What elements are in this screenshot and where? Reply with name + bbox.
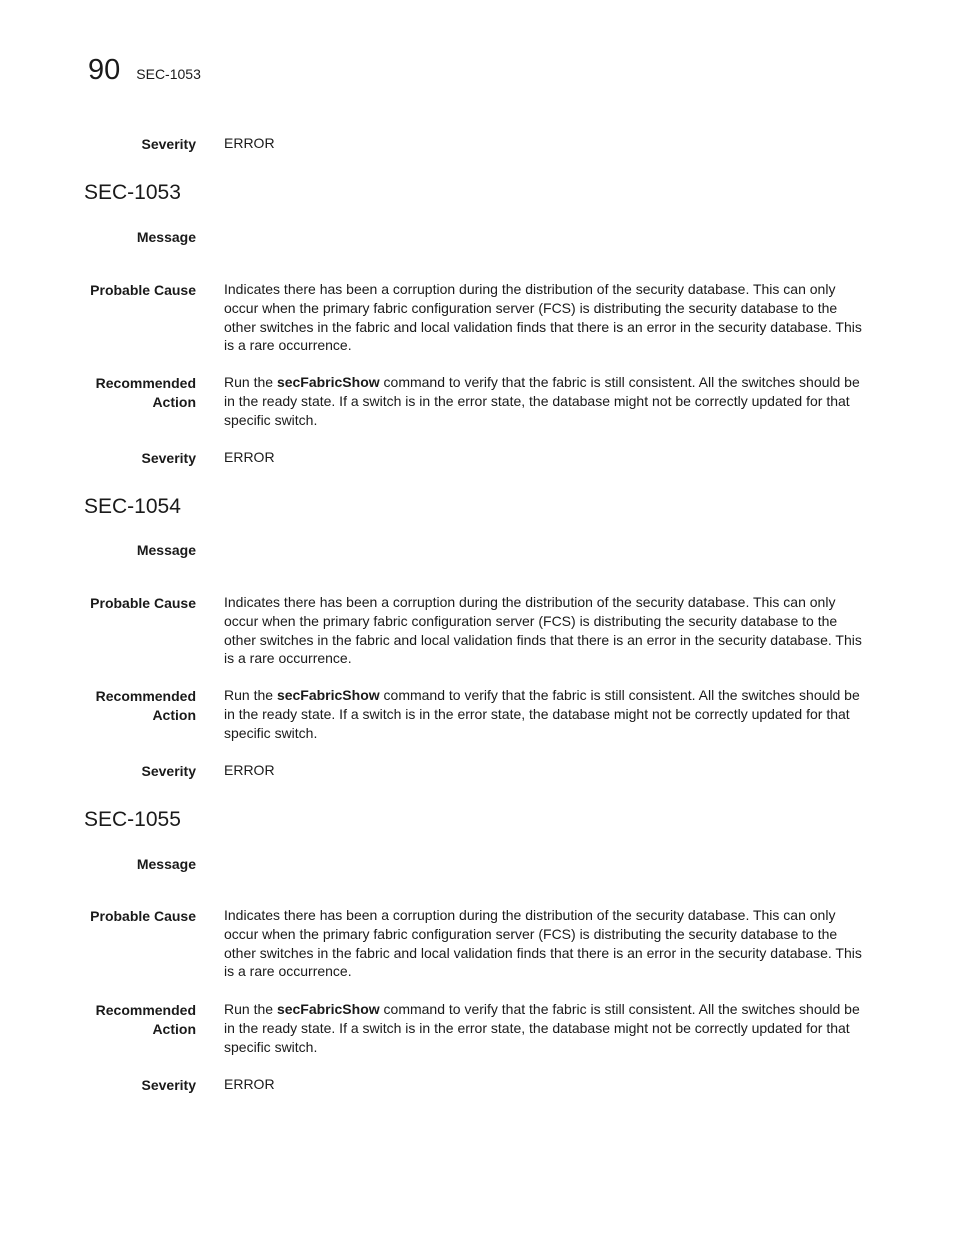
action-text-post: command to verify that the fabric is still consistent. All the switches should be in the ready state. If a switch is in the error state, the database might not be correctly updated for that specific switch.: [224, 1001, 860, 1055]
probable-cause-label: Probable Cause: [90, 282, 196, 298]
severity-label: Severity: [141, 763, 196, 779]
message-label: Message: [136, 229, 196, 245]
section-title: SEC-1054: [84, 495, 181, 518]
recommended-action-label-line2: Action: [152, 393, 196, 410]
recommended-action-label-line1: Recommended: [95, 688, 196, 704]
command-name: secFabricShow: [276, 687, 380, 703]
severity-label: Severity: [141, 450, 196, 466]
recommended-action-label: [66, 687, 196, 725]
running-title: SEC-1053: [136, 66, 201, 82]
section-title: SEC-1055: [84, 808, 181, 831]
recommended-action-text: [224, 1000, 870, 1056]
action-text-post: command to verify that the fabric is still consistent. All the switches should be in the ready state. If a switch is in the error state, the database might not be correctly updated for that specific switch.: [224, 687, 860, 741]
command-name: secFabricShow: [276, 374, 380, 390]
probable-cause-text: Indicates there has been a corruption during the distribution of the security database. This can only occur when the primary fabric configuration server (FCS) is distributing the security database to the other switches in the fabric and local validation finds that there is an error in the security database. This is a rare occurrence.: [224, 594, 862, 667]
severity-value: ERROR: [224, 1076, 275, 1092]
recommended-action-text: [224, 686, 870, 742]
message-label: Message: [136, 542, 196, 558]
message-label: Message: [136, 856, 196, 872]
severity-label: Severity: [141, 136, 196, 152]
recommended-action-label-line2: Action: [152, 706, 196, 723]
action-text-post: command to verify that the fabric is still consistent. All the switches should be in the ready state. If a switch is in the error state, the database might not be correctly updated for that specific switch.: [224, 374, 860, 428]
page-header: [88, 52, 201, 88]
page-number: 90: [88, 54, 121, 86]
command-name: secFabricShow: [276, 1001, 380, 1017]
recommended-action-text: [224, 373, 870, 429]
probable-cause-label: Probable Cause: [90, 908, 196, 924]
severity-value: ERROR: [224, 449, 275, 465]
recommended-action-label: [66, 1001, 196, 1039]
recommended-action-label: [66, 374, 196, 412]
action-text-pre: Run the: [224, 687, 277, 703]
probable-cause-label: Probable Cause: [90, 595, 196, 611]
recommended-action-label-line2: Action: [152, 1020, 196, 1037]
severity-value: ERROR: [224, 762, 275, 778]
probable-cause-text: Indicates there has been a corruption during the distribution of the security database. This can only occur when the primary fabric configuration server (FCS) is distributing the security database to the other switches in the fabric and local validation finds that there is an error in the security database. This is a rare occurrence.: [224, 907, 862, 980]
recommended-action-label-line1: Recommended: [95, 375, 196, 391]
recommended-action-label-line1: Recommended: [95, 1002, 196, 1018]
action-text-pre: Run the: [224, 1001, 277, 1017]
severity-label: Severity: [141, 1077, 196, 1093]
severity-value: ERROR: [224, 135, 275, 151]
action-text-pre: Run the: [224, 374, 277, 390]
probable-cause-text: Indicates there has been a corruption during the distribution of the security database. This can only occur when the primary fabric configuration server (FCS) is distributing the security database to the other switches in the fabric and local validation finds that there is an error in the security database. This is a rare occurrence.: [224, 281, 862, 354]
section-title: SEC-1053: [84, 181, 181, 204]
